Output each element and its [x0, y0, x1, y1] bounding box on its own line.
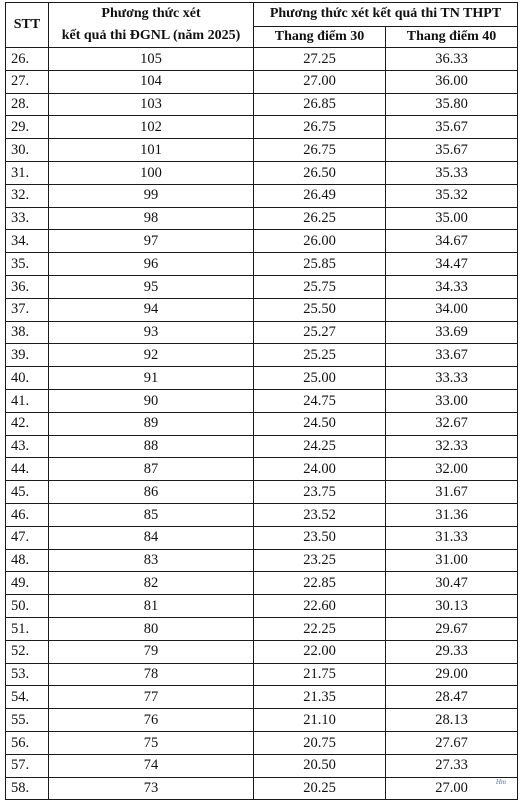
- table-row: [6, 207, 518, 230]
- stt-cell: 53.: [6, 663, 49, 686]
- scale-30-cell: 26.49: [254, 184, 386, 207]
- scale-40-cell: 32.00: [386, 458, 518, 481]
- stt-cell: 28.: [6, 93, 49, 116]
- stt-cell: 48.: [6, 549, 49, 572]
- scale-40-cell: 35.67: [386, 139, 518, 162]
- scale-30-cell: 23.25: [254, 549, 386, 572]
- table-row: [6, 617, 518, 640]
- scale-40-cell: 27.67: [386, 731, 518, 754]
- scale-40-cell: 32.67: [386, 412, 518, 435]
- table-row: [6, 116, 518, 139]
- dgnl-score-cell: 98: [49, 207, 254, 230]
- dgnl-score-cell: 81: [49, 595, 254, 618]
- stt-cell: 52.: [6, 640, 49, 663]
- dgnl-score-cell: 105: [49, 48, 254, 71]
- table-row: [6, 754, 518, 777]
- scale-30-cell: 21.75: [254, 663, 386, 686]
- table-row: [6, 184, 518, 207]
- stt-cell: 51.: [6, 617, 49, 640]
- dgnl-score-cell: 94: [49, 298, 254, 321]
- scale-30-cell: 24.00: [254, 458, 386, 481]
- scale-40-cell: 29.00: [386, 663, 518, 686]
- stt-cell: 57.: [6, 754, 49, 777]
- stt-cell: 49.: [6, 572, 49, 595]
- table-row: [6, 458, 518, 481]
- scale-40-cell: 30.47: [386, 572, 518, 595]
- scale-40-cell: 31.33: [386, 526, 518, 549]
- scale-30-cell: 23.50: [254, 526, 386, 549]
- dgnl-score-cell: 80: [49, 617, 254, 640]
- scale-30-cell: 26.85: [254, 93, 386, 116]
- dgnl-score-cell: 91: [49, 367, 254, 390]
- dgnl-score-cell: 95: [49, 275, 254, 298]
- scale-30-cell: 23.52: [254, 503, 386, 526]
- scale-30-cell: 22.60: [254, 595, 386, 618]
- stt-cell: 27.: [6, 70, 49, 93]
- dgnl-score-cell: 77: [49, 686, 254, 709]
- scale-40-cell: 35.33: [386, 161, 518, 184]
- dgnl-score-cell: 92: [49, 344, 254, 367]
- dgnl-header-line2: kết quả thi ĐGNL (năm 2025): [61, 28, 241, 43]
- scale-40-cell: 31.36: [386, 503, 518, 526]
- dgnl-score-cell: 75: [49, 731, 254, 754]
- table-row: [6, 572, 518, 595]
- table-row: [6, 663, 518, 686]
- score-conversion-table-wrapper: [5, 2, 517, 800]
- stt-cell: 39.: [6, 344, 49, 367]
- stt-header: STT: [6, 3, 49, 48]
- stt-cell: 33.: [6, 207, 49, 230]
- dgnl-score-cell: 74: [49, 754, 254, 777]
- table-row: [6, 344, 518, 367]
- table-row: [6, 412, 518, 435]
- dgnl-score-cell: 99: [49, 184, 254, 207]
- table-row: [6, 161, 518, 184]
- scale-30-cell: 20.75: [254, 731, 386, 754]
- scale-40-cell: 33.00: [386, 389, 518, 412]
- scale-30-cell: 25.25: [254, 344, 386, 367]
- scale-40-cell: 35.67: [386, 116, 518, 139]
- stt-cell: 47.: [6, 526, 49, 549]
- scale-30-cell: 24.50: [254, 412, 386, 435]
- scale-40-cell: 28.47: [386, 686, 518, 709]
- dgnl-score-cell: 100: [49, 161, 254, 184]
- scale-30-cell: 22.25: [254, 617, 386, 640]
- table-row: [6, 367, 518, 390]
- dgnl-score-cell: 104: [49, 70, 254, 93]
- scale-30-cell: 26.75: [254, 116, 386, 139]
- stt-cell: 35.: [6, 253, 49, 276]
- stt-cell: 31.: [6, 161, 49, 184]
- dgnl-score-cell: 82: [49, 572, 254, 595]
- stt-cell: 44.: [6, 458, 49, 481]
- dgnl-score-cell: 96: [49, 253, 254, 276]
- table-row: [6, 526, 518, 549]
- stt-cell: 58.: [6, 777, 49, 800]
- scale-30-cell: 21.35: [254, 686, 386, 709]
- dgnl-score-cell: 86: [49, 481, 254, 504]
- dgnl-score-cell: 97: [49, 230, 254, 253]
- scale-40-cell: 28.13: [386, 709, 518, 732]
- table-row: [6, 686, 518, 709]
- scale-40-cell: 34.67: [386, 230, 518, 253]
- table-row: [6, 139, 518, 162]
- scale-40-cell: 29.67: [386, 617, 518, 640]
- dgnl-score-cell: 78: [49, 663, 254, 686]
- table-header: [6, 3, 518, 48]
- table-row: [6, 709, 518, 732]
- scale-40-cell: 31.67: [386, 481, 518, 504]
- table-row: [6, 275, 518, 298]
- table-row: [6, 549, 518, 572]
- table-row: [6, 298, 518, 321]
- dgnl-score-cell: 84: [49, 526, 254, 549]
- dgnl-score-cell: 73: [49, 777, 254, 800]
- scale-40-header: Thang điểm 40: [386, 26, 518, 47]
- scale-30-header: Thang điểm 30: [254, 26, 386, 47]
- scale-40-cell: 34.33: [386, 275, 518, 298]
- scale-30-cell: 27.25: [254, 48, 386, 71]
- dgnl-score-cell: 88: [49, 435, 254, 458]
- scale-40-cell: 34.00: [386, 298, 518, 321]
- stt-cell: 41.: [6, 389, 49, 412]
- scale-40-cell: 33.69: [386, 321, 518, 344]
- stt-cell: 50.: [6, 595, 49, 618]
- scale-40-cell: 34.47: [386, 253, 518, 276]
- scale-30-cell: 24.75: [254, 389, 386, 412]
- table-row: [6, 640, 518, 663]
- table-row: [6, 777, 518, 800]
- stt-cell: 46.: [6, 503, 49, 526]
- stt-cell: 56.: [6, 731, 49, 754]
- table-row: [6, 93, 518, 116]
- score-conversion-table: [5, 2, 518, 800]
- scale-30-cell: 26.75: [254, 139, 386, 162]
- table-row: [6, 70, 518, 93]
- table-row: [6, 435, 518, 458]
- scale-40-cell: 32.33: [386, 435, 518, 458]
- scale-40-cell: 30.13: [386, 595, 518, 618]
- scale-30-cell: 20.25: [254, 777, 386, 800]
- thpt-method-header: Phương thức xét kết quả thi TN THPT: [254, 3, 518, 27]
- scale-30-cell: 26.00: [254, 230, 386, 253]
- scale-30-cell: 25.50: [254, 298, 386, 321]
- scale-30-cell: 25.75: [254, 275, 386, 298]
- table-body: [6, 48, 518, 800]
- scale-30-cell: 20.50: [254, 754, 386, 777]
- scale-30-cell: 26.25: [254, 207, 386, 230]
- stt-cell: 38.: [6, 321, 49, 344]
- table-row: [6, 731, 518, 754]
- stt-cell: 45.: [6, 481, 49, 504]
- table-row: [6, 503, 518, 526]
- footer-signature-mark: Hm: [495, 778, 506, 786]
- stt-cell: 54.: [6, 686, 49, 709]
- scale-40-cell: 35.00: [386, 207, 518, 230]
- scale-40-cell: 36.00: [386, 70, 518, 93]
- dgnl-score-cell: 101: [49, 139, 254, 162]
- table-row: [6, 481, 518, 504]
- dgnl-score-cell: 89: [49, 412, 254, 435]
- scale-30-cell: 22.85: [254, 572, 386, 595]
- scale-40-cell: 27.33: [386, 754, 518, 777]
- scale-30-cell: 25.27: [254, 321, 386, 344]
- scale-40-cell: 35.80: [386, 93, 518, 116]
- scale-40-cell: 31.00: [386, 549, 518, 572]
- scale-40-cell: 35.32: [386, 184, 518, 207]
- table-row: [6, 595, 518, 618]
- stt-cell: 43.: [6, 435, 49, 458]
- dgnl-score-cell: 79: [49, 640, 254, 663]
- scale-40-cell: 33.67: [386, 344, 518, 367]
- table-row: [6, 48, 518, 71]
- table-row: [6, 321, 518, 344]
- scale-40-cell: 27.00: [386, 777, 518, 800]
- scale-40-cell: 29.33: [386, 640, 518, 663]
- scale-30-cell: 25.85: [254, 253, 386, 276]
- stt-cell: 55.: [6, 709, 49, 732]
- scale-30-cell: 25.00: [254, 367, 386, 390]
- stt-cell: 32.: [6, 184, 49, 207]
- scale-30-cell: 21.10: [254, 709, 386, 732]
- scale-30-cell: 23.75: [254, 481, 386, 504]
- dgnl-score-cell: 90: [49, 389, 254, 412]
- stt-cell: 30.: [6, 139, 49, 162]
- scale-40-cell: 33.33: [386, 367, 518, 390]
- dgnl-method-header: [49, 3, 254, 48]
- scale-40-cell: 36.33: [386, 48, 518, 71]
- dgnl-score-cell: 87: [49, 458, 254, 481]
- dgnl-score-cell: 76: [49, 709, 254, 732]
- stt-cell: 37.: [6, 298, 49, 321]
- stt-cell: 26.: [6, 48, 49, 71]
- dgnl-score-cell: 83: [49, 549, 254, 572]
- scale-30-cell: 26.50: [254, 161, 386, 184]
- dgnl-score-cell: 103: [49, 93, 254, 116]
- scale-30-cell: 27.00: [254, 70, 386, 93]
- scale-30-cell: 22.00: [254, 640, 386, 663]
- table-row: [6, 389, 518, 412]
- dgnl-score-cell: 93: [49, 321, 254, 344]
- stt-cell: 34.: [6, 230, 49, 253]
- scale-30-cell: 24.25: [254, 435, 386, 458]
- table-row: [6, 253, 518, 276]
- stt-cell: 29.: [6, 116, 49, 139]
- stt-cell: 36.: [6, 275, 49, 298]
- dgnl-header-line1: Phương thức xét: [101, 6, 201, 21]
- dgnl-score-cell: 85: [49, 503, 254, 526]
- table-row: [6, 230, 518, 253]
- dgnl-score-cell: 102: [49, 116, 254, 139]
- stt-cell: 42.: [6, 412, 49, 435]
- stt-cell: 40.: [6, 367, 49, 390]
